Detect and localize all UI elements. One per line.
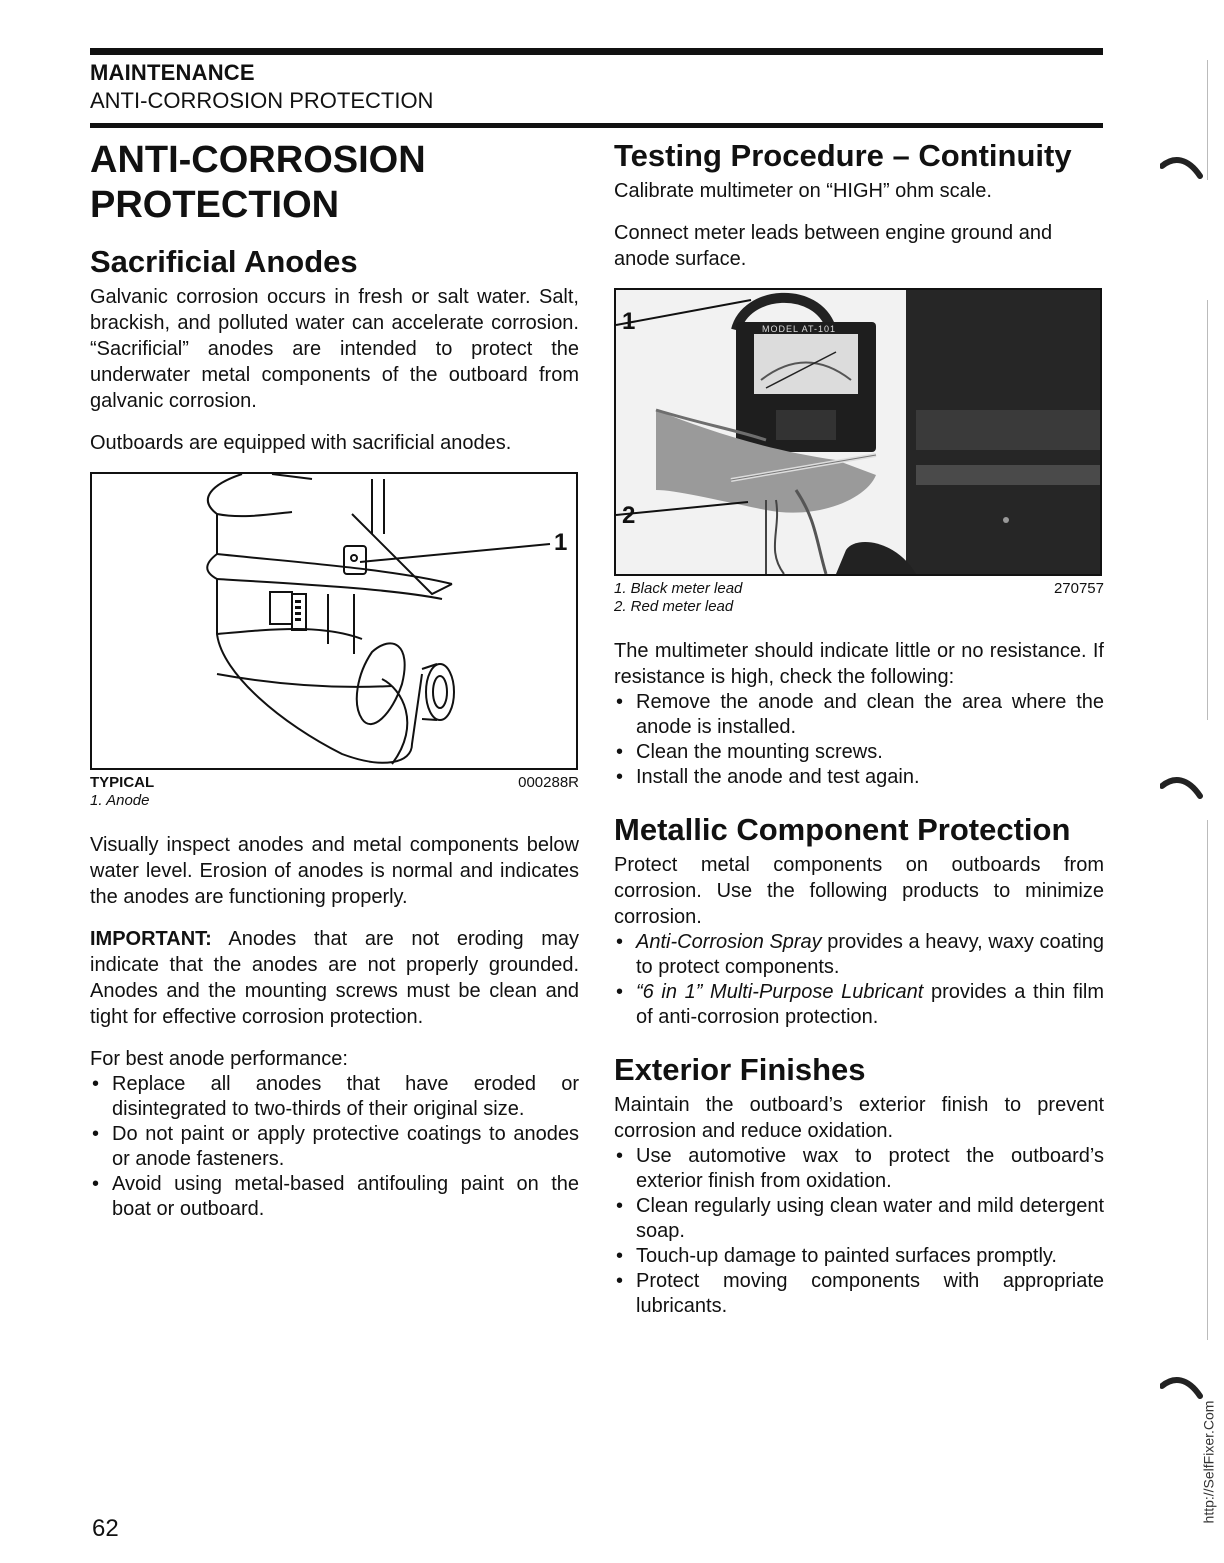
right-column	[614, 138, 1104, 1319]
product-description: provides a thin film of anti-corrosion protection.	[636, 981, 1104, 1028]
multimeter-caption-code: 270757	[1053, 580, 1104, 597]
metallic-protection-paragraph: Protect metal components on outboards from corrosion. Use the following products to minimize corrosion.	[614, 854, 1104, 928]
list-item: • Use automotive wax to protect the outboard’s exterior finish from oxidation.	[614, 1144, 1104, 1194]
list-item: • Touch-up damage to painted surfaces promptly.	[614, 1244, 1104, 1269]
black-lead-callout: 1	[622, 308, 636, 335]
anode-figure-caption	[90, 774, 579, 792]
header-bottom-rule	[90, 123, 1103, 128]
important-note	[90, 926, 579, 1030]
product-description: provides a heavy, waxy coating to protect components.	[636, 931, 1104, 978]
list-item: • Install the anode and test again.	[614, 765, 1104, 790]
sacrificial-equipped-paragraph: Outboards are equipped with sacrificial anodes.	[90, 432, 512, 454]
running-header-section: MAINTENANCE	[90, 60, 255, 85]
page-number: 62	[92, 1515, 119, 1542]
anode-performance-list	[90, 1072, 579, 1222]
anode-caption-item: 1. Anode	[90, 792, 150, 809]
inspect-anodes-paragraph: Visually inspect anodes and metal components below water level. Erosion of anodes is normal and indicates the anodes are functioning properly.	[90, 834, 579, 908]
anode-caption-code: 000288R	[518, 774, 579, 791]
caption-black-lead: 1. Black meter lead	[614, 580, 743, 597]
protection-products-list	[614, 930, 1104, 1030]
page-title-line2: PROTECTION	[90, 184, 340, 226]
caption-red-lead: 2. Red meter lead	[614, 598, 734, 615]
binder-edge-line	[1207, 300, 1208, 720]
multimeter-photo-figure	[614, 288, 1102, 576]
binder-hole-mark	[1160, 772, 1204, 816]
important-text: Anodes that are not eroding may indicate that the anodes are not properly grounded. Anodes and the mounting screws must be clean and tight for effective corrosion protection.	[90, 928, 579, 1028]
exterior-finishes-paragraph: Maintain the outboard’s exterior finish to prevent corrosion and reduce oxidation.	[614, 1094, 1104, 1142]
page-title	[90, 138, 579, 228]
anode-caption-label: TYPICAL	[90, 774, 155, 791]
anode-illustration	[92, 474, 576, 768]
list-item	[614, 930, 1104, 980]
multimeter-photo	[616, 290, 1100, 574]
side-watermark-text: http://SelfFixer.Com	[1200, 1400, 1216, 1524]
sacrificial-intro-paragraph: Galvanic corrosion occurs in fresh or salt water. Salt, brackish, and polluted water can accelerate corrosion. “Sacrificial” anodes are intended to protect the underwater metal components of the outboard from galvanic corrosion.	[90, 286, 579, 412]
sacrificial-anodes-heading: Sacrificial Anodes	[90, 244, 358, 279]
list-item: • Avoid using metal-based antifouling paint on the boat or outboard.	[90, 1172, 579, 1222]
exterior-care-list	[614, 1144, 1104, 1319]
binder-edge-line	[1207, 60, 1208, 180]
metallic-protection-heading: Metallic Component Protection	[614, 812, 1071, 847]
binder-hole-mark	[1160, 152, 1204, 196]
list-item: • Clean the mounting screws.	[614, 740, 1104, 765]
resistance-paragraph: The multimeter should indicate little or no resistance. If resistance is high, check the following:	[614, 640, 1104, 688]
list-item	[614, 980, 1104, 1030]
list-item: • Remove the anode and clean the area where the anode is installed.	[614, 690, 1104, 740]
running-header-subsection: ANTI-CORROSION PROTECTION	[90, 88, 434, 113]
product-name: “6 in 1” Multi-Purpose Lubricant	[636, 981, 924, 1003]
meter-model-label: MODEL AT-101	[762, 324, 837, 334]
header-top-rule	[90, 48, 1103, 55]
list-item: • Clean regularly using clean water and mild detergent soap.	[614, 1194, 1104, 1244]
list-item: • Do not paint or apply protective coatings to anodes or anode fasteners.	[90, 1122, 579, 1172]
list-item: • Protect moving components with appropriate lubricants.	[614, 1269, 1104, 1319]
anode-callout-number: 1	[554, 529, 568, 556]
side-watermark-url	[1196, 1392, 1220, 1532]
red-lead-callout: 2	[622, 502, 636, 529]
binder-edge-line	[1207, 820, 1208, 1340]
exterior-finishes-heading: Exterior Finishes	[614, 1052, 866, 1087]
connect-leads-paragraph: Connect meter leads between engine ground and anode surface.	[614, 222, 1053, 270]
testing-procedure-heading: Testing Procedure – Continuity	[614, 138, 1072, 173]
important-label: IMPORTANT:	[90, 928, 212, 950]
list-item: • Replace all anodes that have eroded or disintegrated to two-thirds of their original size.	[90, 1072, 579, 1122]
product-name: Anti-Corrosion Spray	[636, 931, 822, 953]
resistance-check-list	[614, 690, 1104, 790]
multimeter-figure-caption	[614, 580, 1104, 598]
page-title-line1: ANTI-CORROSION	[90, 139, 426, 181]
anode-figure	[90, 472, 578, 770]
best-performance-paragraph: For best anode performance:	[90, 1048, 348, 1070]
left-column	[90, 138, 579, 1222]
calibrate-paragraph: Calibrate multimeter on “HIGH” ohm scale.	[614, 180, 992, 202]
